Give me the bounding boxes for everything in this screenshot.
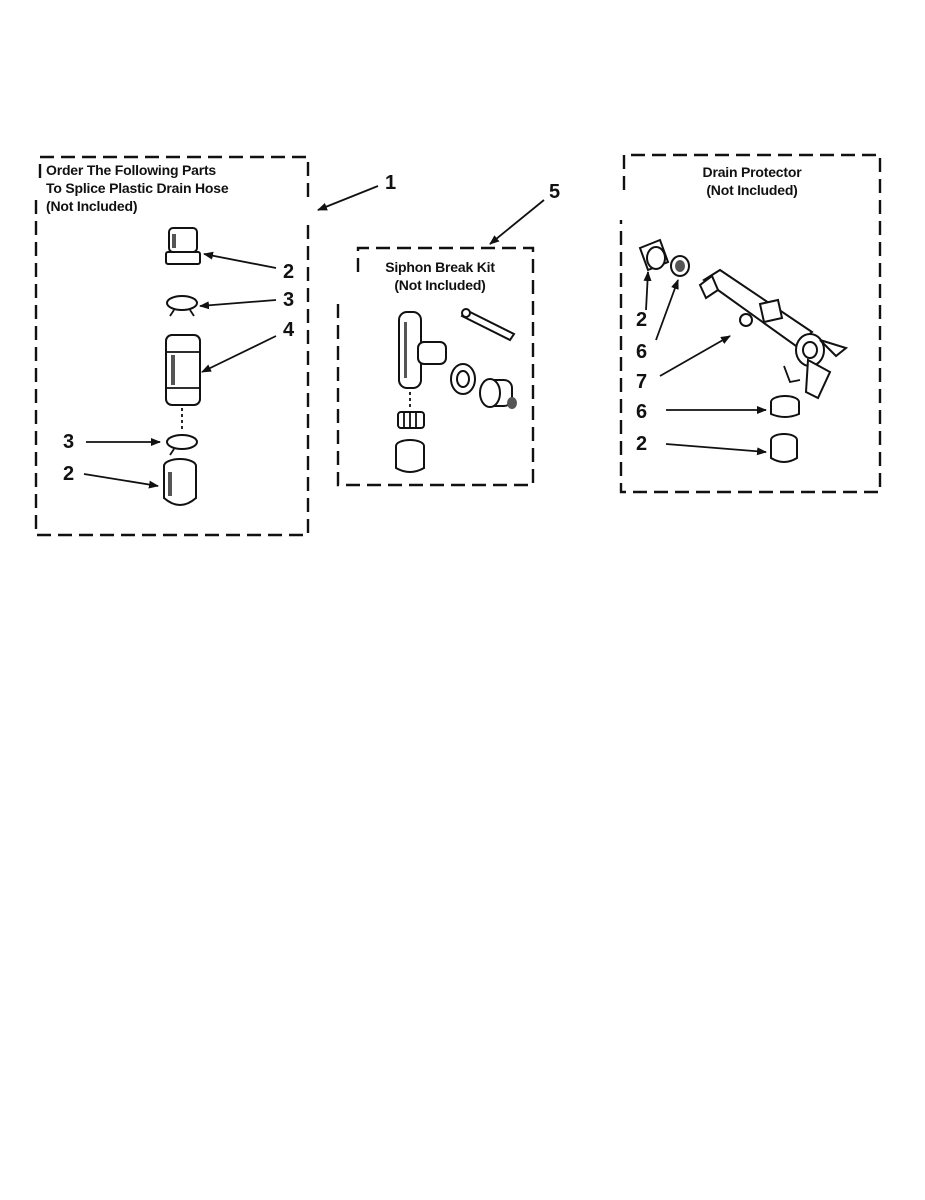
connector-part	[166, 335, 200, 405]
callout-2-protector-top: 2	[636, 309, 648, 331]
protector-ring-part	[671, 256, 689, 276]
drain-protector-title	[672, 163, 832, 199]
siphon-cap-part	[480, 379, 517, 409]
siphon-adapter-part	[396, 440, 424, 472]
leader-4	[202, 336, 276, 372]
siphon-pin-part	[462, 309, 514, 340]
callout-5: 5	[549, 181, 561, 203]
protector-adapter-part	[640, 240, 668, 270]
siphon-tee-part	[399, 312, 446, 388]
drain-protector-title-line-2: (Not Included)	[706, 182, 798, 198]
callout-6-protector-bottom: 6	[636, 401, 648, 423]
callout-3-top: 3	[283, 289, 295, 311]
leader-7	[660, 336, 730, 376]
kit1-title-line-2: To Splice Plastic Drain Hose	[46, 180, 229, 196]
leader-3-top	[200, 300, 276, 306]
adapter-top-part	[166, 228, 200, 264]
leader-6-protector-top	[656, 280, 678, 340]
clamp-bottom-part	[167, 435, 197, 455]
siphon-filter-part	[398, 412, 424, 428]
callout-6-protector-top: 6	[636, 341, 648, 363]
siphon-kit-title	[360, 258, 520, 294]
leader-1	[318, 186, 378, 210]
callout-4: 4	[283, 319, 295, 341]
siphon-nut-part	[451, 364, 475, 394]
clamp-top-part	[167, 296, 197, 316]
protector-ring-bottom-part	[771, 396, 799, 417]
protector-body-part	[700, 270, 846, 398]
siphon-kit-title-line-2: (Not Included)	[394, 277, 486, 293]
protector-adapter-bottom-part	[771, 434, 797, 462]
callout-2-protector-bottom: 2	[636, 433, 648, 455]
leader-2-bottom	[84, 474, 158, 486]
callout-2-bottom: 2	[63, 463, 75, 485]
siphon-kit-title-line-1: Siphon Break Kit	[385, 259, 495, 275]
drain-protector-title-line-1: Drain Protector	[702, 164, 802, 180]
callout-2-top: 2	[283, 261, 295, 283]
callout-1: 1	[385, 172, 397, 194]
leader-2-top	[204, 254, 276, 268]
adapter-bottom-part	[164, 459, 196, 505]
leader-5	[490, 200, 544, 244]
leader-2-protector-top	[646, 272, 648, 310]
leader-2-protector-bottom	[666, 444, 766, 452]
kit1-title-line-3: (Not Included)	[46, 198, 138, 214]
callout-7: 7	[636, 371, 648, 393]
kit1-title-line-1: Order The Following Parts	[46, 162, 217, 178]
callout-3-bottom: 3	[63, 431, 75, 453]
kit1-title	[46, 161, 228, 215]
